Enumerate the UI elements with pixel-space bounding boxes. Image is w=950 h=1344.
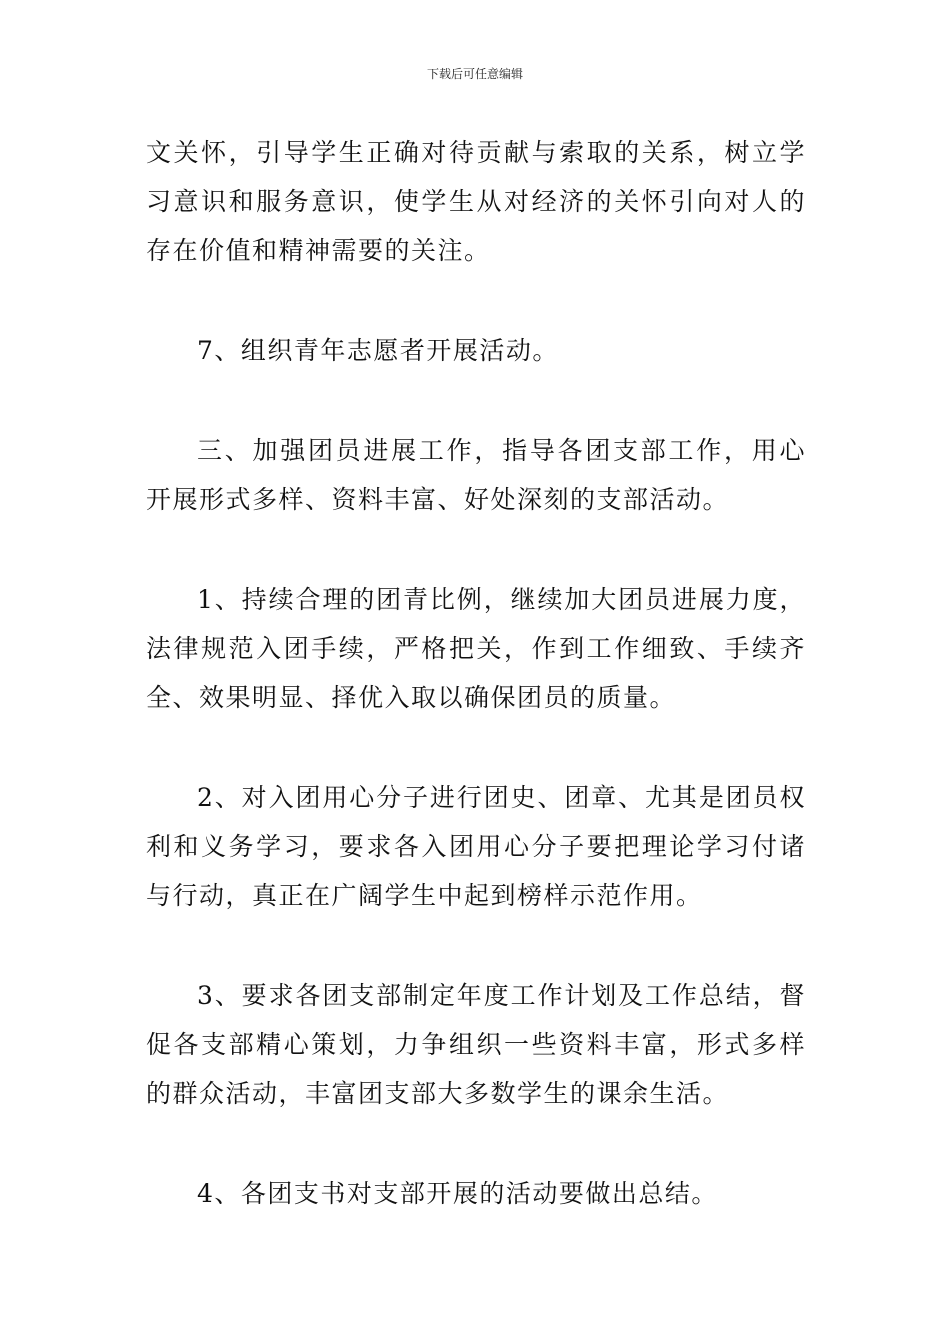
- paragraph-item-7: 7、组织青年志愿者开展活动。: [197, 336, 559, 365]
- page-header: 下载后可任意编辑: [426, 67, 523, 81]
- paragraph-item-1: 1、持续合理的团青比例，继续加大团员进展力度，法律规范入团手续，严格把关，作到工作细致、手续齐全、效果明显、择优入取以确保团员的质量。: [146, 585, 806, 712]
- paragraph-continuation: 文关怀，引导学生正确对待贡献与索取的关系，树立学习意识和服务意识，使学生从对经济的关怀引向对人的存在价值和精神需要的关注。: [146, 138, 806, 265]
- paragraph-section-3: 三、加强团员进展工作，指导各团支部工作，用心开展形式多样、资料丰富、好处深刻的支部活动。: [146, 436, 806, 514]
- paragraph-item-2: 2、对入团用心分子进行团史、团章、尤其是团员权利和义务学习，要求各入团用心分子要把理论学习付诸与行动，真正在广阔学生中起到榜样示范作用。: [146, 783, 806, 910]
- paragraph-item-4: 4、各团支书对支部开展的活动要做出总结。: [197, 1179, 718, 1208]
- paragraph-item-3: 3、要求各团支部制定年度工作计划及工作总结，督促各支部精心策划，力争组织一些资料丰富，形式多样的群众活动，丰富团支部大多数学生的课余生活。: [146, 981, 806, 1108]
- document-body: [146, 128, 806, 1218]
